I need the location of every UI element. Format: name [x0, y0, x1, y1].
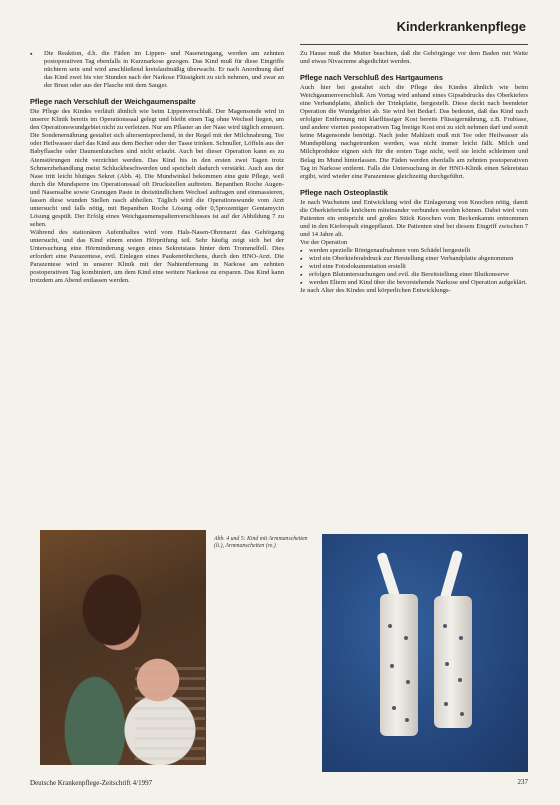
list-item: ▪ erfolgen Blutuntersuchungen und evtl. die Bereitstellung einer Blutkonserve — [300, 271, 528, 279]
arm-splint — [434, 596, 472, 728]
body-paragraph: Zu Hause muß die Mutter beachten, daß die Gehörgänge vor dem Baden mit Watte und etwas Nivacreme abgedichtet werden. — [300, 50, 528, 66]
pre-op-list — [300, 247, 528, 287]
left-column — [30, 50, 284, 518]
photo-arm-splints — [322, 534, 528, 772]
section-heading-osteoplastik: Pflege nach Osteoplastik — [300, 187, 388, 197]
section-heading-weichgaumen: Pflege nach Verschluß der Weichgaumenspalte — [30, 97, 196, 107]
list-item: ▪ werden spezielle Röntgenaufnahmen vom Schädel hergestellt — [300, 247, 528, 255]
body-paragraph: Je nach Alter des Kindes und körperlichen Entwicklungs- — [300, 287, 451, 295]
photo-detail — [135, 660, 205, 760]
list-item: ▪ wird eine Fotodokumentation erstellt — [300, 263, 528, 271]
arm-splint — [380, 594, 418, 736]
body-paragraph: Je nach Wachstum und Entwicklung wird die Einlagerung von Knochen nötig, damit die Oberkieferteile knöchern miteinander verbunden werden können. Dabei wird vom Patienten ein entspricht und großes Stück Knochen vom Beckenkamm entnommen und in den Kieferspalt eingepflanzt. Die Patienten sind bei diesem Eingriff zwischen 7 und 14 Jahre alt. — [300, 198, 528, 238]
list-item: ▪ wird ein Oberkieferabdruck zur Herstellung einer Verbandplatte abgenommen — [300, 255, 528, 263]
list-item: ▪ werden Eltern und Kind über die bevorstehende Narkose und Operation aufgeklärt. — [300, 279, 528, 287]
body-paragraph: Während des stationären Aufenthaltes wird vom Hals-Nasen-Ohrenarzt das Gehörgang untersucht, und das Kind einem ersten Hörprüfung teil. Sehr häufig zeigt sich bei der Untersuchung eine Hörminderung wegen eines Sekretstaus hinter dem Trommelfell. Dies erfordert eine Parazentese, evtl. Einlegen eines Paukenröhrchens, durch den HNO-Arzt. Die Parazentese wird in unserer Klinik mit der Nahtentfernung in Narkose am zehnten postoperativen Tag kombiniert, um dem Kind eine weitere Narkose zu ersparen. Das Kind kann trotzdem am Abend entlassen werden. — [30, 228, 284, 285]
body-paragraph: Auch hier bei gestaltet sich die Pflege des Kindes ähnlich wie beim Weichgaumenverschluß. Am Vortag wird anhand eines Gipsabdrucks des Oberkiefers eine Verbandplatte, ähnlich der Trinkplatte, hergestellt. Diese deckt nach beendeter Operation die Wundgebiet ab. Sie wird bei Bedarf. Das bedeutet, daß das Kind nach erfolgter Entfernung mit klarflüssiger Kost bereits Flüssigernährung, z.B. Frubiase, und andere vierten postoperativen Tag breiige Kost erst zu sich nehmen darf und somit keine Magensonde benötigt. Nach jeder Mahlzeit muß mit Tee oder Heilwasser als Mundspülung nachgetrunken werden, was nicht immer leicht fällt. Milch und Milchprodukte eignen sich für die ersten Tage nicht, weil sie leicht schleimen und Belag im Mund hinterlassen. Die Fäden werden ebenfalls am zehnten postoperativen Tag in Narkose entfernt. Falls die Untersuchung in der HNO-Klinik einen Sekretstau ergibt, wird wieder eine Parazentese gleichzeitig durchgeführt. — [300, 84, 528, 180]
page-number: 237 — [517, 778, 528, 786]
intro-list — [30, 50, 284, 90]
running-header — [300, 16, 528, 45]
body-paragraph: Die Pflege des Kindes verläuft ähnlich wie beim Lippenverschluß. Der Magensonde wird in unserer Klinik bereits im Operationssaal gelegt und bleibt einen Tag ohne Wechsel liegen, um den Operationswundgebiet nicht zu verletzen. Nur am Pflaster an der Nase wird täglich erneuert. Die Sondenernährung gestaltet sich altersentsprechend, in der Regel mit der Milchnahrung, Tee oder Heilwasser darf das Kind aus dem Becher oder der Tasse trinken. Schnuller, Löffeln aus der Babyflasche oder Daumenlutschen sind nicht erlaubt. Auch bei dieser Operation kann es zu Atemstörungen nicht verzichtet werden. Das Kind bis in den ersten zwei Tagen trotz Schmerzbehandlung meist Schluckbeschwerden und speichelt dadurch verstärkt. Auch aus der Nase tritt leicht blutiges Sekret (Abb. 4). Die Mundwinkel bekommen eine gute Pflege, weil durch die Mundsperre im Operationssaal oft Druckstellen auftreten. Bepanthen Roche Augen- und Nasensalbe sowie Granugen Paste in dreistündlichem Wechsel auftragen und einmassieren, lassen diese wunden Stellen rasch abheilen. Täglich wird die Operationswunde vom Arzt untersucht und falls nötig, mit Bepanthen Roche Lösung oder 0,5prozentiger Gentamycin Lösung gespült. Der Erfolg eines Weichgaumenspaltenverschlusses ist auf der Abbildung 7 zu sehen. — [30, 108, 284, 228]
right-column — [300, 50, 528, 518]
intro-bullet: ▪ Die Reaktion, d.h. die Fäden im Lippen- und Naseneingang, werden am zehnten postoperativen Tag ebenfalls in Kurznarkose gezogen. Das Kind muß für diese Eingriffe nüchtern sein und wird anschließend kreislaufmäßig überwacht. Er nach Anordnung darf das Kind zwei bis vier Stunden nach der Narkose Flüssigkeit zu sich nehmen, und zwar an der Brust oder aus der Flasche mit dem Sauger. — [30, 50, 284, 90]
pre-op-label: Vor der Operation — [300, 238, 348, 246]
figure-caption: Abb. 4 und 5: Kind mit Armmanschetten (li.), Armmanschetten (re.) — [214, 536, 308, 550]
header-title: Kinderkrankenpflege — [396, 19, 526, 34]
photo-mother-with-child — [40, 530, 206, 765]
section-heading-hartgaumen: Pflege nach Verschluß des Hartgaumens — [300, 73, 443, 83]
footer-journal: Deutsche Krankenpflege-Zeitschrift 4/1997 — [30, 779, 153, 787]
